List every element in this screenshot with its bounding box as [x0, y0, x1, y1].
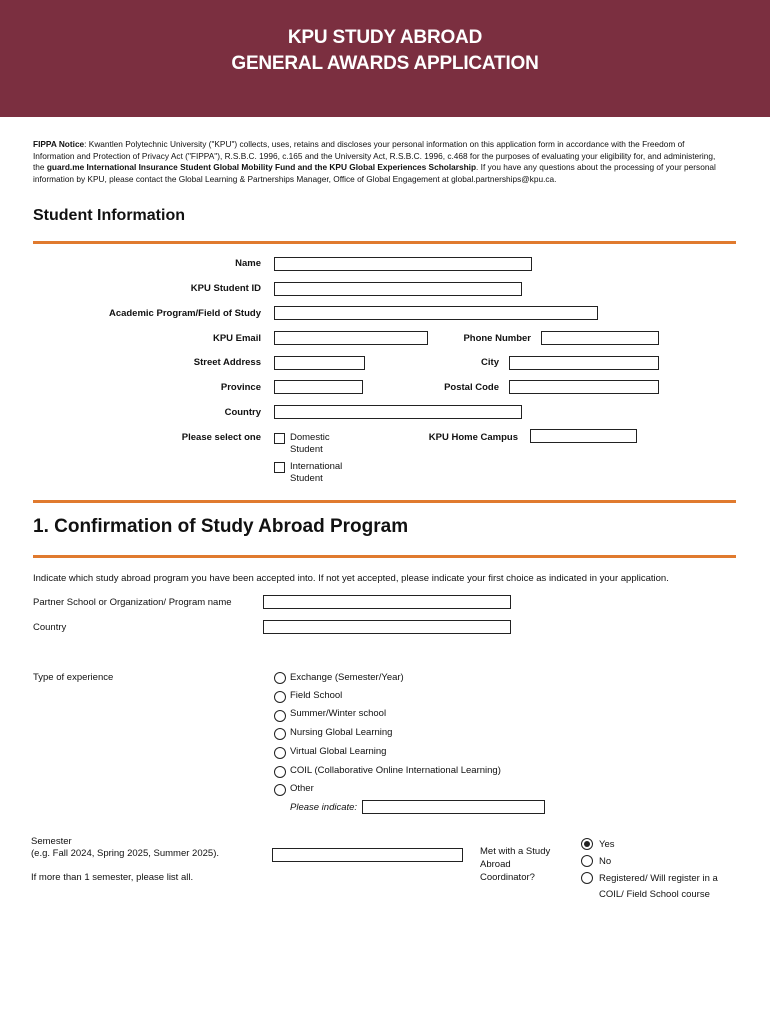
experience-radio-other[interactable]	[274, 784, 286, 796]
experience-option-field-school: Field School	[290, 690, 343, 701]
experience-option-coil: COIL (Collaborative Online International Learning)	[290, 765, 501, 776]
coordinator-option-registered: Registered/ Will register in a	[599, 873, 718, 884]
experience-option-exchange: Exchange (Semester/Year)	[290, 672, 404, 683]
please-indicate-label: Please indicate:	[290, 802, 358, 813]
name-label: Name	[235, 258, 261, 269]
experience-option-summer-winter: Summer/Winter school	[290, 708, 387, 719]
student-id-label: KPU Student ID	[190, 283, 261, 294]
name-field[interactable]	[274, 257, 532, 271]
country-field[interactable]	[274, 405, 522, 419]
coordinator-question: Met with a Study Abroad Coordinator?	[480, 846, 551, 883]
international-label: International Student	[290, 461, 343, 484]
experience-radio-virtual[interactable]	[274, 747, 286, 759]
street-label: Street Address	[193, 357, 261, 368]
phone-field[interactable]	[541, 331, 659, 345]
coordinator-option-registered-line2: COIL/ Field School course	[599, 889, 710, 900]
header-banner	[0, 0, 770, 117]
experience-option-virtual: Virtual Global Learning	[290, 746, 387, 757]
experience-radio-coil[interactable]	[274, 766, 286, 778]
domestic-checkbox[interactable]	[274, 433, 285, 444]
partner-label: Partner School or Organization/ Program name	[33, 597, 232, 608]
experience-radio-field-school[interactable]	[274, 691, 286, 703]
experience-radio-nursing[interactable]	[274, 728, 286, 740]
form-title-line1: KPU STUDY ABROAD	[287, 27, 483, 48]
international-checkbox[interactable]	[274, 462, 285, 473]
program-country-label: Country	[33, 622, 67, 633]
fippa-label: FIPPA Notice	[33, 139, 85, 149]
country-label: Country	[224, 407, 261, 418]
city-field[interactable]	[509, 356, 659, 370]
coordinator-option-no: No	[599, 856, 612, 867]
section-divider	[33, 241, 736, 244]
student-info-heading: Student Information	[33, 207, 185, 224]
province-field[interactable]	[274, 380, 363, 394]
experience-option-other: Other	[290, 783, 314, 794]
confirmation-heading: 1. Confirmation of Study Abroad Program	[33, 516, 409, 537]
experience-radio-summer-winter[interactable]	[274, 710, 286, 722]
coordinator-radio-no[interactable]	[581, 855, 593, 867]
postal-field[interactable]	[509, 380, 659, 394]
fippa-text-a: : Kwantlen Polytechnic University ("KPU") collects, uses, retains and discloses your personal information on this application form in accordance with the Freedom of Information and Protection of Privacy Act ("FIPPA"), R.S.B.C. 1996, c.165 and the University Act, R.S.B.C. 1996, c.468 for the purposes of evaluating your eligibility for, and administering, the	[33, 139, 716, 172]
coordinator-radio-yes[interactable]	[581, 838, 593, 850]
student-id-field[interactable]	[274, 282, 522, 296]
form-title-line2: GENERAL AWARDS APPLICATION	[231, 53, 539, 74]
email-field[interactable]	[274, 331, 428, 345]
experience-radio-exchange[interactable]	[274, 672, 286, 684]
fippa-text-c: . If you have any questions about the processing of your personal information by KPU, please contact the Global Learning & Partnerships Manager, Office of Global Engagement at global.partnerships@kpu.ca.	[33, 162, 716, 184]
domestic-label: Domestic Student	[290, 432, 330, 455]
confirmation-instruction: Indicate which study abroad program you have been accepted into. If not yet accepted, please indicate your first choice as indicated in your application.	[33, 573, 669, 584]
phone-label: Phone Number	[463, 333, 531, 344]
semester-note: If more than 1 semester, please list all.	[31, 872, 194, 883]
program-country-field[interactable]	[263, 620, 511, 634]
campus-label: KPU Home Campus	[428, 432, 518, 443]
email-label: KPU Email	[212, 333, 261, 344]
semester-label: Semester (e.g. Fall 2024, Spring 2025, Summer 2025).	[31, 836, 219, 859]
street-field[interactable]	[274, 356, 365, 370]
coordinator-option-yes: Yes	[599, 839, 615, 850]
fippa-notice	[33, 139, 723, 185]
city-label: City	[481, 357, 499, 368]
experience-label: Type of experience	[33, 672, 114, 683]
program-label: Academic Program/Field of Study	[108, 308, 261, 319]
section-divider	[33, 555, 736, 558]
postal-label: Postal Code	[444, 382, 499, 393]
experience-option-nursing: Nursing Global Learning	[290, 727, 393, 738]
program-field[interactable]	[274, 306, 598, 320]
fippa-text-bold: guard.me International Insurance Student Global Mobility Fund and the KPU Global Experiences Scholarship	[46, 162, 477, 172]
select-one-label: Please select one	[181, 432, 261, 443]
province-label: Province	[220, 382, 261, 393]
coordinator-radio-registered[interactable]	[581, 872, 593, 884]
partner-field[interactable]	[263, 595, 511, 609]
section-divider	[33, 500, 736, 503]
campus-field[interactable]	[530, 429, 637, 443]
semester-field[interactable]	[272, 848, 463, 862]
other-indicate-field[interactable]	[362, 800, 545, 814]
